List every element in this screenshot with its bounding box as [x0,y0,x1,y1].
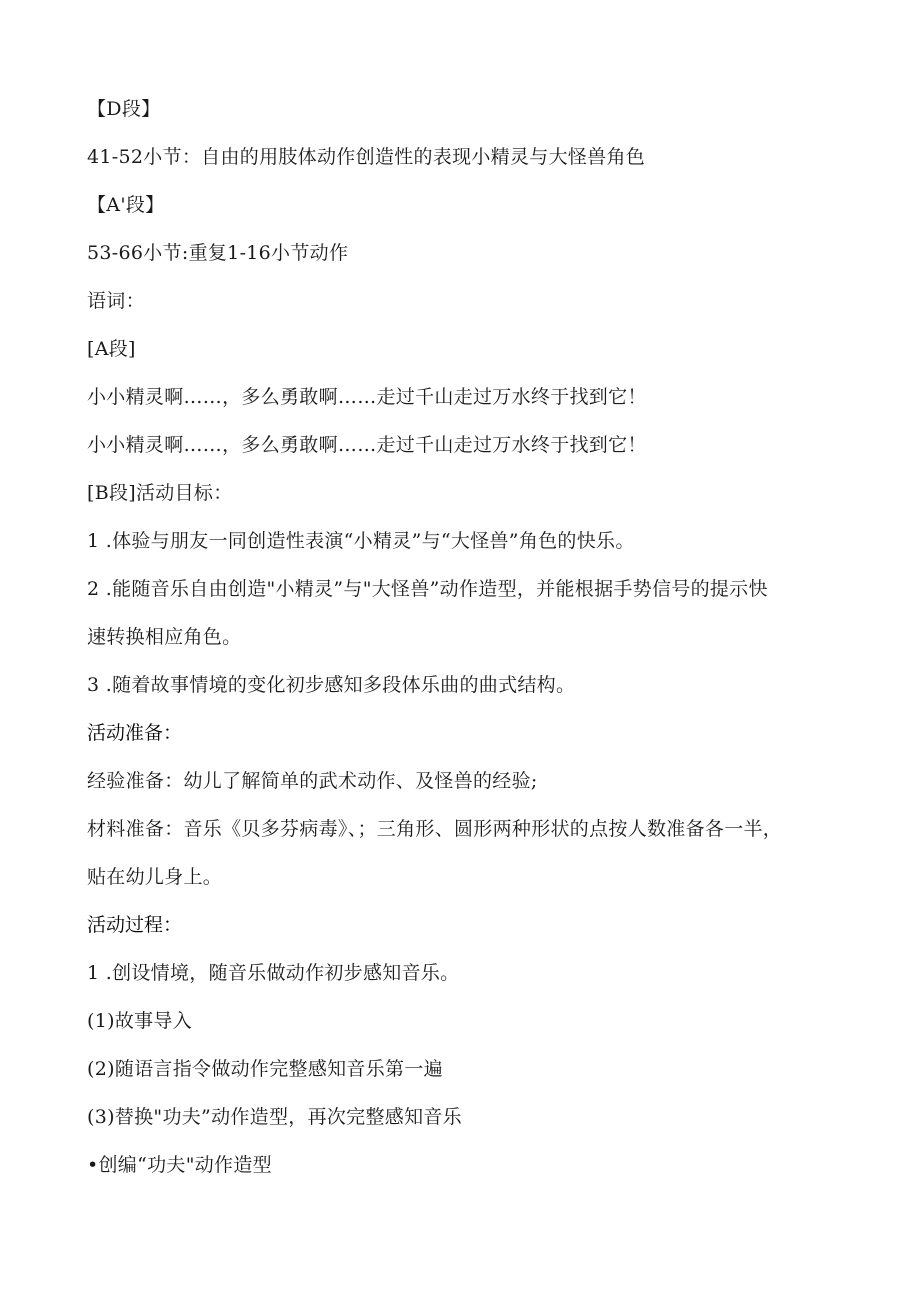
process-heading: 活动过程： [87,914,183,936]
goal-item: 3 .随着故事情境的变化初步感知多段体乐曲的曲式结构。 [87,674,576,696]
preparation-heading: 活动准备： [87,722,183,744]
lyrics-line: 小小精灵啊……，多么勇敢啊……走过千山走过万水终于找到它！ [87,434,647,456]
section-heading-a-prime: 【A'段】 [87,194,165,216]
lyrics-label: 语词： [87,290,145,312]
process-subitem: (3)替换"功夫”动作造型，再次完整感知音乐 [87,1106,462,1128]
goal-item: 1 .体验与朋友一同创造性表演“小精灵”与“大怪兽”角色的快乐。 [87,530,635,552]
text-line-continuation: 贴在幼儿身上。 [87,866,223,888]
section-label-a: [A段] [87,338,136,360]
process-subitem: (1)故事导入 [87,1010,193,1032]
process-subitem: (2)随语言指令做动作完整感知音乐第一遍 [87,1058,443,1080]
process-item: 1 .创设情境，随音乐做动作初步感知音乐。 [87,962,460,984]
bullet-item: •创编“功夫"动作造型 [87,1154,272,1176]
text-line: 53-66小节:重复1-16小节动作 [87,242,349,264]
text-line: 经验准备：幼儿了解简单的武术动作、及怪兽的经验; [87,770,538,792]
goal-item-continuation: 速转换相应角色。 [87,626,242,648]
goals-label: [B段]活动目标： [87,482,233,504]
section-heading-d: 【D段】 [87,98,161,120]
text-line: 材料准备：音乐《贝多芬病毒》、；三角形、圆形两种形状的点按人数准备各一半， [87,818,783,840]
lyrics-line: 小小精灵啊……，多么勇敢啊……走过千山走过万水终于找到它！ [87,386,647,408]
goal-item: 2 .能随音乐自由创造"小精灵”与"大怪兽”动作造型，并能根据手势信号的提示快 [87,578,768,600]
text-line: 41-52小节：自由的用肢体动作创造性的表现小精灵与大怪兽角色 [87,146,646,168]
